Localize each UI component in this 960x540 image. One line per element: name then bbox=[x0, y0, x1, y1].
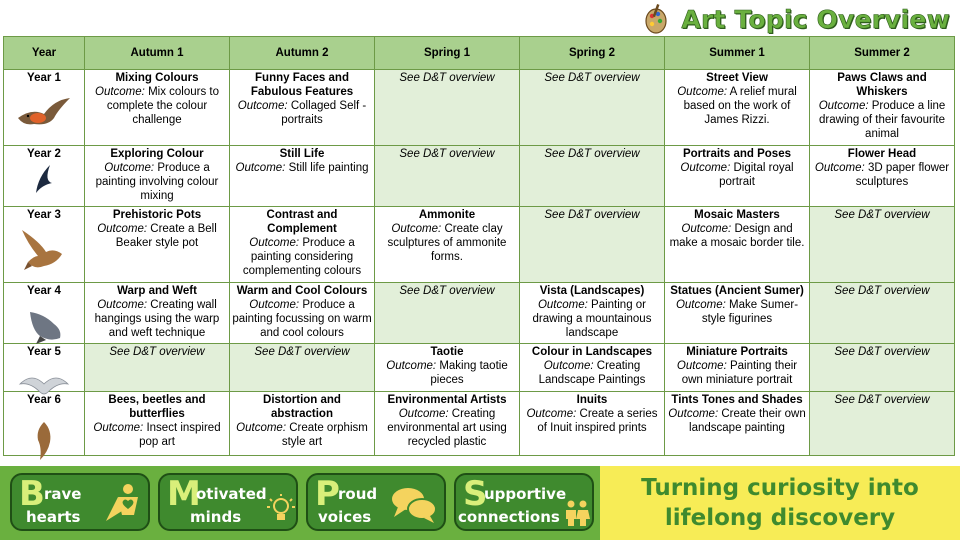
topic-outcome bbox=[670, 223, 805, 249]
outcome-text: 3D paper flower sculptures bbox=[855, 162, 950, 188]
outcome-label: Outcome: bbox=[386, 360, 437, 372]
topic-cell bbox=[375, 207, 520, 283]
outcome-text: Making taotie pieces bbox=[430, 360, 508, 386]
outcome-label: Outcome: bbox=[818, 100, 869, 112]
outcome-text: Still life painting bbox=[288, 162, 369, 174]
values-banner bbox=[0, 466, 600, 540]
table-row bbox=[4, 283, 955, 344]
topic-title: Bees, beetles and butterflies bbox=[108, 394, 206, 420]
topic-cell bbox=[665, 283, 810, 344]
outcome-label: Outcome: bbox=[398, 408, 449, 420]
table-row bbox=[4, 70, 955, 146]
topic-title: Statues (Ancient Sumer) bbox=[670, 285, 804, 297]
motto-panel bbox=[600, 466, 960, 540]
topic-outcome bbox=[95, 299, 220, 339]
topic-title: Mosaic Masters bbox=[694, 209, 780, 221]
outcome-label: Outcome: bbox=[668, 408, 719, 420]
outcome-text: A relief mural based on the work of James Rizzi. bbox=[683, 86, 797, 126]
outcome-label: Outcome: bbox=[93, 422, 144, 434]
outcome-text: Creating Landscape Paintings bbox=[538, 360, 646, 386]
topic-title: Tints Tones and Shades bbox=[671, 394, 803, 406]
table-row bbox=[4, 146, 955, 207]
outcome-label: Outcome: bbox=[680, 162, 731, 174]
value-word: connections bbox=[458, 508, 560, 526]
dt-overview-cell: See D&T overview bbox=[810, 283, 955, 344]
topic-outcome bbox=[236, 422, 368, 448]
topic-cell bbox=[375, 392, 520, 456]
topic-outcome bbox=[387, 408, 507, 448]
column-header: Autumn 1 bbox=[85, 37, 230, 70]
outcome-text: Create their own landscape painting bbox=[689, 408, 806, 434]
outcome-label: Outcome: bbox=[236, 422, 287, 434]
topic-cell bbox=[85, 392, 230, 456]
dt-overview-cell: See D&T overview bbox=[230, 344, 375, 392]
outcome-text: Design and make a mosaic border tile. bbox=[669, 223, 805, 249]
year-label: Year 2 bbox=[27, 148, 61, 160]
topic-outcome bbox=[677, 360, 797, 386]
topic-outcome bbox=[96, 162, 219, 202]
topic-outcome bbox=[668, 408, 805, 434]
paint-palette-icon bbox=[643, 4, 669, 34]
robin-icon bbox=[14, 96, 72, 132]
outcome-text: Produce a painting focussing on warm and cool colours bbox=[232, 299, 372, 339]
topic-outcome bbox=[93, 422, 220, 448]
topic-title: Colour in Landscapes bbox=[531, 346, 653, 358]
value-supportive-connections bbox=[454, 473, 594, 531]
topic-cell bbox=[230, 70, 375, 146]
year-label: Year 3 bbox=[27, 209, 61, 221]
topic-cell bbox=[520, 392, 665, 456]
topic-cell bbox=[85, 70, 230, 146]
topic-cell bbox=[85, 146, 230, 207]
lightbulb-icon bbox=[266, 493, 296, 527]
topic-outcome bbox=[236, 162, 369, 174]
outcome-label: Outcome: bbox=[676, 360, 727, 372]
topic-cell bbox=[230, 392, 375, 456]
value-word: minds bbox=[190, 508, 242, 526]
value-word: rave bbox=[44, 485, 82, 503]
value-word: upportive bbox=[484, 485, 567, 503]
motto bbox=[641, 473, 919, 533]
sparrow-icon bbox=[20, 228, 66, 272]
outcome-text: Collaged Self -portraits bbox=[281, 100, 367, 126]
outcome-text: Create a series of Inuit inspired prints bbox=[537, 408, 658, 434]
outcome-label: Outcome: bbox=[681, 223, 732, 235]
dt-overview-cell: See D&T overview bbox=[810, 207, 955, 283]
topic-title: Paws Claws and Whiskers bbox=[837, 72, 927, 98]
topic-cell bbox=[665, 207, 810, 283]
topic-cell bbox=[85, 283, 230, 344]
column-header: Spring 1 bbox=[375, 37, 520, 70]
outcome-text: Create a Bell Beaker style pot bbox=[115, 223, 217, 249]
topic-outcome bbox=[677, 86, 797, 126]
year-label: Year 6 bbox=[27, 394, 61, 406]
outcome-text: Digital royal portrait bbox=[719, 162, 794, 188]
year-label: Year 1 bbox=[27, 72, 61, 84]
topic-title: Contrast and Complement bbox=[266, 209, 338, 235]
outcome-label: Outcome: bbox=[235, 162, 286, 174]
table-row bbox=[4, 344, 955, 392]
topic-cell bbox=[665, 344, 810, 392]
column-header: Autumn 2 bbox=[230, 37, 375, 70]
topic-outcome bbox=[232, 299, 371, 339]
outcome-label: Outcome: bbox=[814, 162, 865, 174]
year-label: Year 5 bbox=[27, 346, 61, 358]
outcome-label: Outcome: bbox=[249, 237, 300, 249]
topic-cell bbox=[230, 283, 375, 344]
value-proud-voices bbox=[306, 473, 446, 531]
topic-outcome bbox=[97, 223, 217, 249]
topic-outcome bbox=[680, 162, 793, 188]
outcome-text: Produce a line drawing of their favourite animal bbox=[819, 100, 946, 140]
topic-outcome bbox=[238, 100, 367, 126]
topic-cell bbox=[85, 207, 230, 283]
topic-title: Vista (Landscapes) bbox=[539, 285, 645, 297]
dt-overview-cell: See D&T overview bbox=[85, 344, 230, 392]
outcome-label: Outcome: bbox=[95, 86, 145, 98]
outcome-label: Outcome: bbox=[675, 299, 726, 311]
speech-bubbles-icon bbox=[388, 483, 440, 525]
topic-title: Portraits and Poses bbox=[682, 148, 791, 160]
dt-overview-cell: See D&T overview bbox=[810, 344, 955, 392]
topic-outcome bbox=[386, 360, 507, 386]
topic-title: Miniature Portraits bbox=[686, 346, 788, 358]
outcome-label: Outcome: bbox=[104, 162, 155, 174]
value-initial: S bbox=[463, 474, 488, 514]
column-header: Summer 1 bbox=[665, 37, 810, 70]
dt-overview-cell: See D&T overview bbox=[520, 70, 665, 146]
footer bbox=[0, 466, 960, 540]
page-header bbox=[643, 2, 950, 36]
outcome-label: Outcome: bbox=[97, 299, 148, 311]
outcome-text: Insect inspired pop art bbox=[139, 422, 221, 448]
table-row bbox=[4, 392, 955, 456]
outcome-label: Outcome: bbox=[391, 223, 442, 235]
hero-heart-icon bbox=[104, 481, 146, 525]
column-header: Summer 2 bbox=[810, 37, 955, 70]
outcome-label: Outcome: bbox=[677, 86, 728, 98]
topic-cell bbox=[230, 207, 375, 283]
value-initial: M bbox=[167, 474, 201, 514]
outcome-label: Outcome: bbox=[526, 408, 577, 420]
outcome-text: Creating environmental art using recycled plastic bbox=[387, 408, 507, 448]
value-brave-hearts bbox=[10, 473, 150, 531]
topic-cell bbox=[665, 392, 810, 456]
value-word: otivated bbox=[196, 485, 267, 503]
topic-title: Distortion and abstraction bbox=[263, 394, 341, 420]
topic-outcome bbox=[526, 408, 657, 434]
topic-title: Mixing Colours bbox=[115, 72, 199, 84]
topic-outcome bbox=[388, 223, 507, 263]
topic-title: Ammonite bbox=[418, 209, 476, 221]
motto-line: lifelong discovery bbox=[664, 505, 896, 531]
topic-title: Environmental Artists bbox=[387, 394, 507, 406]
topic-title: Warm and Cool Colours bbox=[236, 285, 368, 297]
topic-title: Exploring Colour bbox=[110, 148, 204, 160]
topic-cell bbox=[520, 283, 665, 344]
topic-title: Taotie bbox=[430, 346, 464, 358]
outcome-label: Outcome: bbox=[543, 360, 594, 372]
people-icon bbox=[562, 499, 592, 527]
value-word: voices bbox=[318, 508, 372, 526]
outcome-text: Produce a painting considering complementing colours bbox=[242, 237, 362, 277]
outcome-label: Outcome: bbox=[249, 299, 300, 311]
topic-title: Prehistoric Pots bbox=[112, 209, 202, 221]
page-title: Art Topic Overview bbox=[681, 4, 950, 34]
value-word: roud bbox=[338, 485, 378, 503]
dt-overview-cell: See D&T overview bbox=[375, 283, 520, 344]
topic-outcome bbox=[815, 162, 949, 188]
topic-cell bbox=[375, 344, 520, 392]
art-topic-table bbox=[3, 36, 955, 456]
topic-outcome bbox=[533, 299, 652, 339]
outcome-text: Creating wall hangings using the warp and weft technique bbox=[94, 299, 220, 339]
table-header-row bbox=[4, 37, 955, 70]
outcome-label: Outcome: bbox=[97, 223, 148, 235]
outcome-text: Create clay sculptures of ammonite forms. bbox=[387, 223, 507, 263]
column-header: Year bbox=[4, 37, 85, 70]
topic-title: Still Life bbox=[279, 148, 325, 160]
topic-title: Warp and Weft bbox=[117, 285, 197, 297]
topic-outcome bbox=[539, 360, 646, 386]
dt-overview-cell: See D&T overview bbox=[520, 146, 665, 207]
dt-overview-cell: See D&T overview bbox=[375, 70, 520, 146]
topic-title: Inuits bbox=[576, 394, 608, 406]
outcome-text: Painting their own miniature portrait bbox=[681, 360, 798, 386]
outcome-text: Mix colours to complete the colour challenge bbox=[106, 86, 219, 126]
topic-outcome bbox=[243, 237, 361, 277]
topic-title: Street View bbox=[706, 72, 768, 84]
topic-outcome bbox=[676, 299, 798, 325]
topic-outcome bbox=[819, 100, 946, 140]
value-initial: P bbox=[315, 474, 340, 514]
topic-cell bbox=[230, 146, 375, 207]
outcome-label: Outcome: bbox=[537, 299, 588, 311]
topic-cell bbox=[665, 70, 810, 146]
topic-title: Flower Head bbox=[847, 148, 917, 160]
outcome-text: Painting or drawing a mountainous landscape bbox=[532, 299, 652, 339]
kestrel-icon bbox=[30, 420, 60, 462]
topic-cell bbox=[810, 70, 955, 146]
topic-outcome bbox=[95, 86, 219, 126]
dt-overview-cell: See D&T overview bbox=[375, 146, 520, 207]
column-header: Spring 2 bbox=[520, 37, 665, 70]
dt-overview-cell: See D&T overview bbox=[810, 392, 955, 456]
motto-line: Turning curiosity into bbox=[641, 475, 919, 501]
topic-cell bbox=[665, 146, 810, 207]
swallow-icon bbox=[30, 163, 56, 197]
pigeon-icon bbox=[24, 308, 64, 346]
outcome-text: Produce a painting involving colour mixing bbox=[95, 162, 219, 202]
dt-overview-cell: See D&T overview bbox=[520, 207, 665, 283]
value-motivated-minds bbox=[158, 473, 298, 531]
value-initial: B bbox=[19, 474, 45, 514]
topic-cell bbox=[810, 146, 955, 207]
outcome-label: Outcome: bbox=[237, 100, 288, 112]
topic-cell bbox=[520, 344, 665, 392]
table-row bbox=[4, 207, 955, 283]
outcome-text: Make Sumer-style figurines bbox=[701, 299, 799, 325]
outcome-text: Create orphism style art bbox=[281, 422, 368, 448]
topic-title: Funny Faces and Fabulous Features bbox=[250, 72, 354, 98]
year-label: Year 4 bbox=[27, 285, 61, 297]
value-word: hearts bbox=[26, 508, 81, 526]
